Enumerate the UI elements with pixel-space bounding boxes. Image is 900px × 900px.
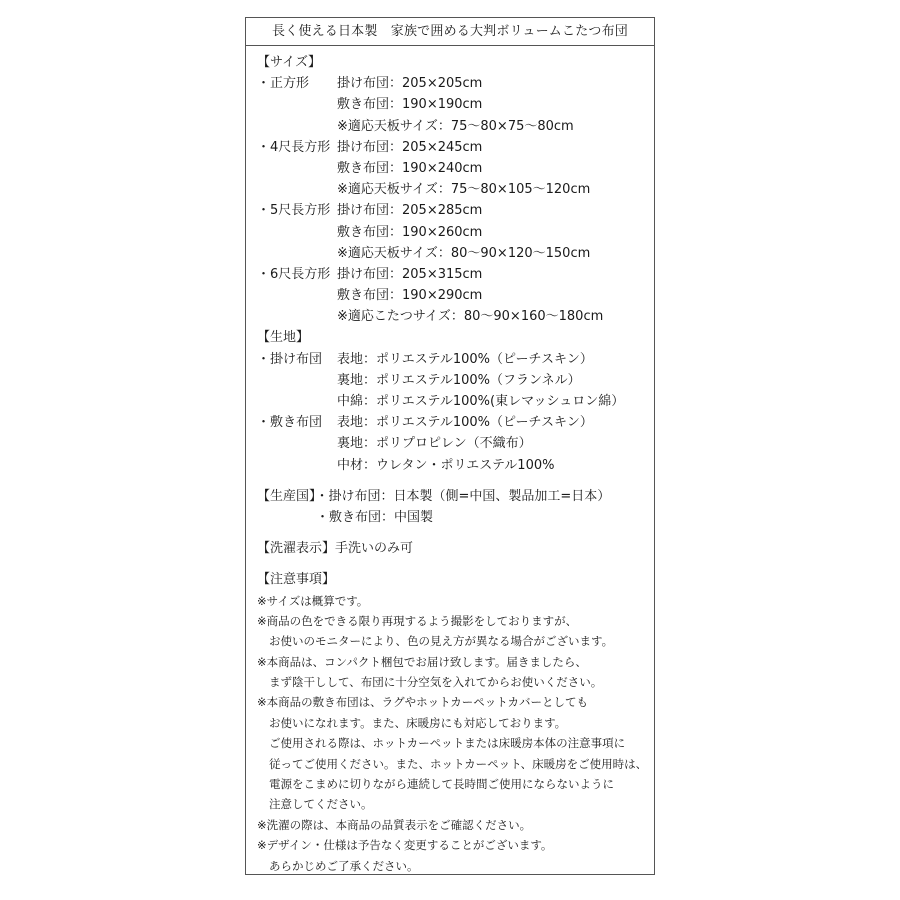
size-value: 掛け布団：205×205cm (337, 76, 483, 92)
fabric-row (257, 433, 650, 454)
note-row (257, 774, 650, 794)
note-row (257, 611, 650, 631)
fabric-row (257, 412, 650, 433)
fabric-value: 表地：ポリエステル100%（ピーチスキン） (337, 351, 593, 367)
size-row (257, 200, 650, 221)
note-row (257, 631, 650, 651)
spec-content (257, 52, 650, 876)
size-value: ※適応天板サイズ：75～80×105～120cm (337, 182, 591, 198)
note-text: ※商品の色をできる限り再現するよう撮影をしておりますが、 (257, 613, 578, 628)
note-text: まず陰干しして、布団に十分空気を入れてからお使いください。 (269, 675, 603, 690)
size-row (257, 306, 650, 327)
fabric-row (257, 349, 650, 370)
fabric-heading-text: 【生地】 (257, 330, 310, 346)
size-value: 敷き布団：190×190cm (337, 97, 483, 113)
note-text: ※本商品の敷き布団は、ラグやホットカーペットカバーとしても (257, 695, 588, 710)
fabric-label: ・掛け布団 (257, 351, 323, 367)
notes-heading (257, 569, 650, 590)
notes-list (257, 591, 650, 876)
size-label: ・5尺長方形 (257, 203, 331, 219)
note-text: ご使用される際は、ホットカーペットまたは床暖房本体の注意事項に (269, 736, 626, 751)
fabric-value: 中材：ウレタン・ポリエステル100% (337, 457, 555, 473)
size-row (257, 137, 650, 158)
note-text: お使いのモニターにより、色の見え方が異なる場合がございます。 (269, 634, 614, 649)
size-value: 敷き布団：190×290cm (337, 288, 483, 304)
note-text: あらかじめご了承ください。 (269, 858, 419, 873)
fabric-row (257, 370, 650, 391)
size-value: ※適応天板サイズ：80～90×120～150cm (337, 245, 591, 261)
note-text: ※サイズは概算です。 (257, 593, 369, 608)
size-row (257, 116, 650, 137)
fabric-value: 表地：ポリエステル100%（ピーチスキン） (337, 415, 593, 431)
note-row (257, 794, 650, 814)
fabric-row (257, 391, 650, 412)
note-text: 従ってご使用ください。また、ホットカーペット、床暖房をご使用時は、 (269, 756, 648, 771)
size-row (257, 243, 650, 264)
origin-line-2: ・敷き布団：中国製 (316, 509, 434, 525)
notes-heading-text: 【注意事項】 (257, 572, 336, 588)
note-text: ※本商品は、コンパクト梱包でお届け致します。届きましたら、 (257, 654, 587, 669)
note-row (257, 672, 650, 692)
fabric-list (257, 349, 650, 476)
size-value: ※適応こたつサイズ：80～90×160～180cm (337, 309, 604, 325)
note-row (257, 815, 650, 835)
fabric-row (257, 455, 650, 476)
size-value: 掛け布団：205×315cm (337, 266, 483, 282)
note-text: 電源をこまめに切りながら連続して長時間ご使用にならないように (269, 777, 614, 792)
note-row (257, 713, 650, 733)
note-text: ※デザイン・仕様は予告なく変更することがございます。 (257, 838, 553, 853)
fabric-label: ・敷き布団 (257, 415, 323, 431)
note-row (257, 856, 650, 876)
note-row (257, 733, 650, 753)
fabric-value: 中綿：ポリエステル100%(東レマッシュロン綿） (337, 394, 625, 409)
fabric-value: 裏地：ポリプロピレン（不織布） (337, 436, 532, 452)
note-text: ※洗濯の際は、本商品の品質表示をご確認ください。 (257, 817, 532, 832)
note-row (257, 692, 650, 712)
note-text: 注意してください。 (269, 797, 373, 812)
size-heading (257, 52, 650, 73)
size-value: 掛け布団：205×285cm (337, 203, 483, 219)
size-row (257, 179, 650, 200)
size-heading-text: 【サイズ】 (257, 55, 321, 70)
note-text: お使いになれます。また、床暖房にも対応しております。 (269, 715, 567, 730)
size-list (257, 73, 650, 327)
note-row (257, 835, 650, 855)
origin-row (257, 507, 650, 528)
size-row (257, 264, 650, 285)
product-title: 長く使える日本製 家族で囲める大判ボリュームこたつ布団 (246, 18, 654, 46)
spec-card (245, 17, 655, 875)
fabric-value: 裏地：ポリエステル100%（フランネル） (337, 372, 581, 388)
washing-row (257, 538, 650, 559)
size-value: 敷き布団：190×240cm (337, 160, 483, 176)
origin-row (257, 486, 650, 507)
size-row (257, 94, 650, 115)
note-row (257, 754, 650, 774)
size-row (257, 285, 650, 306)
washing-text: 【洗濯表示】手洗いのみ可 (257, 541, 414, 557)
origin-line-1: 【生産国】・掛け布団：日本製（側=中国、製品加工=日本） (257, 488, 611, 504)
size-value: 敷き布団：190×260cm (337, 224, 483, 240)
fabric-heading (257, 327, 650, 348)
size-row (257, 158, 650, 179)
size-value: ※適応天板サイズ：75～80×75～80cm (337, 118, 574, 134)
size-value: 掛け布団：205×245cm (337, 139, 483, 155)
note-row (257, 591, 650, 611)
size-label: ・4尺長方形 (257, 139, 331, 155)
size-label: ・正方形 (257, 76, 310, 92)
size-label: ・6尺長方形 (257, 266, 331, 282)
size-row (257, 73, 650, 94)
note-row (257, 652, 650, 672)
size-row (257, 222, 650, 243)
